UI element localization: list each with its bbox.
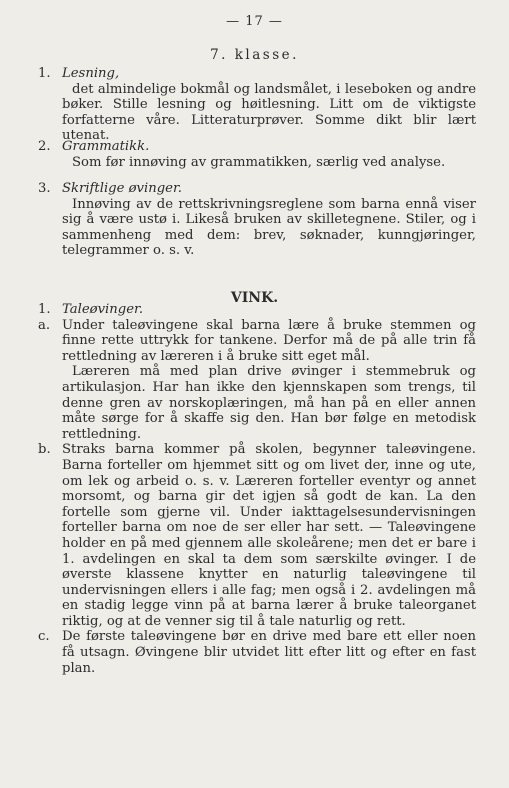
class-heading: 7. klasse. [210,47,299,63]
subsection-label: a. [38,317,51,333]
subsection-label: b. [38,442,51,458]
section-text: Som før innøving av grammatikken, særlig ved analyse. [72,154,446,170]
subsection-c [38,629,476,676]
section-number: 1. [38,66,51,81]
section-written [38,181,476,259]
section-speech-exercises [38,302,476,676]
vink-heading: VINK. [230,290,279,306]
subsection-label: c. [38,629,50,645]
page-number: — 17 — [226,14,283,29]
section-reading [38,66,476,144]
section-grammar [38,139,476,170]
section-text: det almindelige bokmål og landsmålet, i leseboken og andre bøker. Stille lesning og høitlesning. Litt om de viktigste forfatterne våre. Litteraturprøver. Somme dikt blir lært utenat. [62,81,476,144]
section-number: 2. [38,139,51,154]
subsection-a [38,318,476,443]
section-title: Lesning, [62,66,120,81]
paragraph: Under taleøvingene skal barna lære å bruke stemmen og finne rette uttrykk for tankene. Derfor må de på alle trin få rettledning av læreren i å bruke sitt eget mål. [62,317,476,364]
section-text: Innøving av de rettskrivningsreglene som barna ennå viser sig å være ustø i. Likeså bruken av skilletegnene. Stiler, og i sammenheng med dem: brev, søknader, kunngjøringer, telegrammer o. s. v. [62,196,476,259]
section-title: Grammatikk. [62,139,150,154]
subsection-b [38,442,476,629]
section-number: 3. [38,181,51,196]
section-title: Skriftlige øvinger. [62,181,182,196]
paragraph: Straks barna kommer på skolen, begynner taleøvingene. Barna forteller om hjemmet sitt og om livet der, inne og ute, om lek og arbeid o. s. v. Læreren forteller eventyr og annet morsomt, og barna gir det igjen så godt de kan. La den fortelle som gjerne vil. Under iakttagelsesundervisningen forteller barna om noe de ser eller har sett. — Taleøvingene holder en på med gjennem alle skoleårene; men det er bare i 1. avdelingen en skal ta dem som særskilte øvinger. I de øverste klassene knytter en naturlig taleøvingene til undervisningen ellers i alle fag; men også i 2. avdelingen må en stadig legge vinn på at barna lærer å bruke taleorganet riktig, og at de venner sig til å tale naturlig og rett. [62,442,476,629]
paragraph: Læreren må med plan drive øvinger i stemmebruk og artikulasjon. Har han ikke den kjennskapen som trengs, til denne gren av norskoplæringen, må han på en eller annen måte sørge for å skaffe sig den. Han bør følge en metodisk rettledning. [62,364,476,442]
section-title: Taleøvinger. [62,302,144,317]
paragraph: De første taleøvingene bør en drive med bare ett eller noen få utsagn. Øvingene blir utvidet litt efter litt og efter en fast plan. [62,629,476,676]
section-number: 1. [38,302,51,317]
